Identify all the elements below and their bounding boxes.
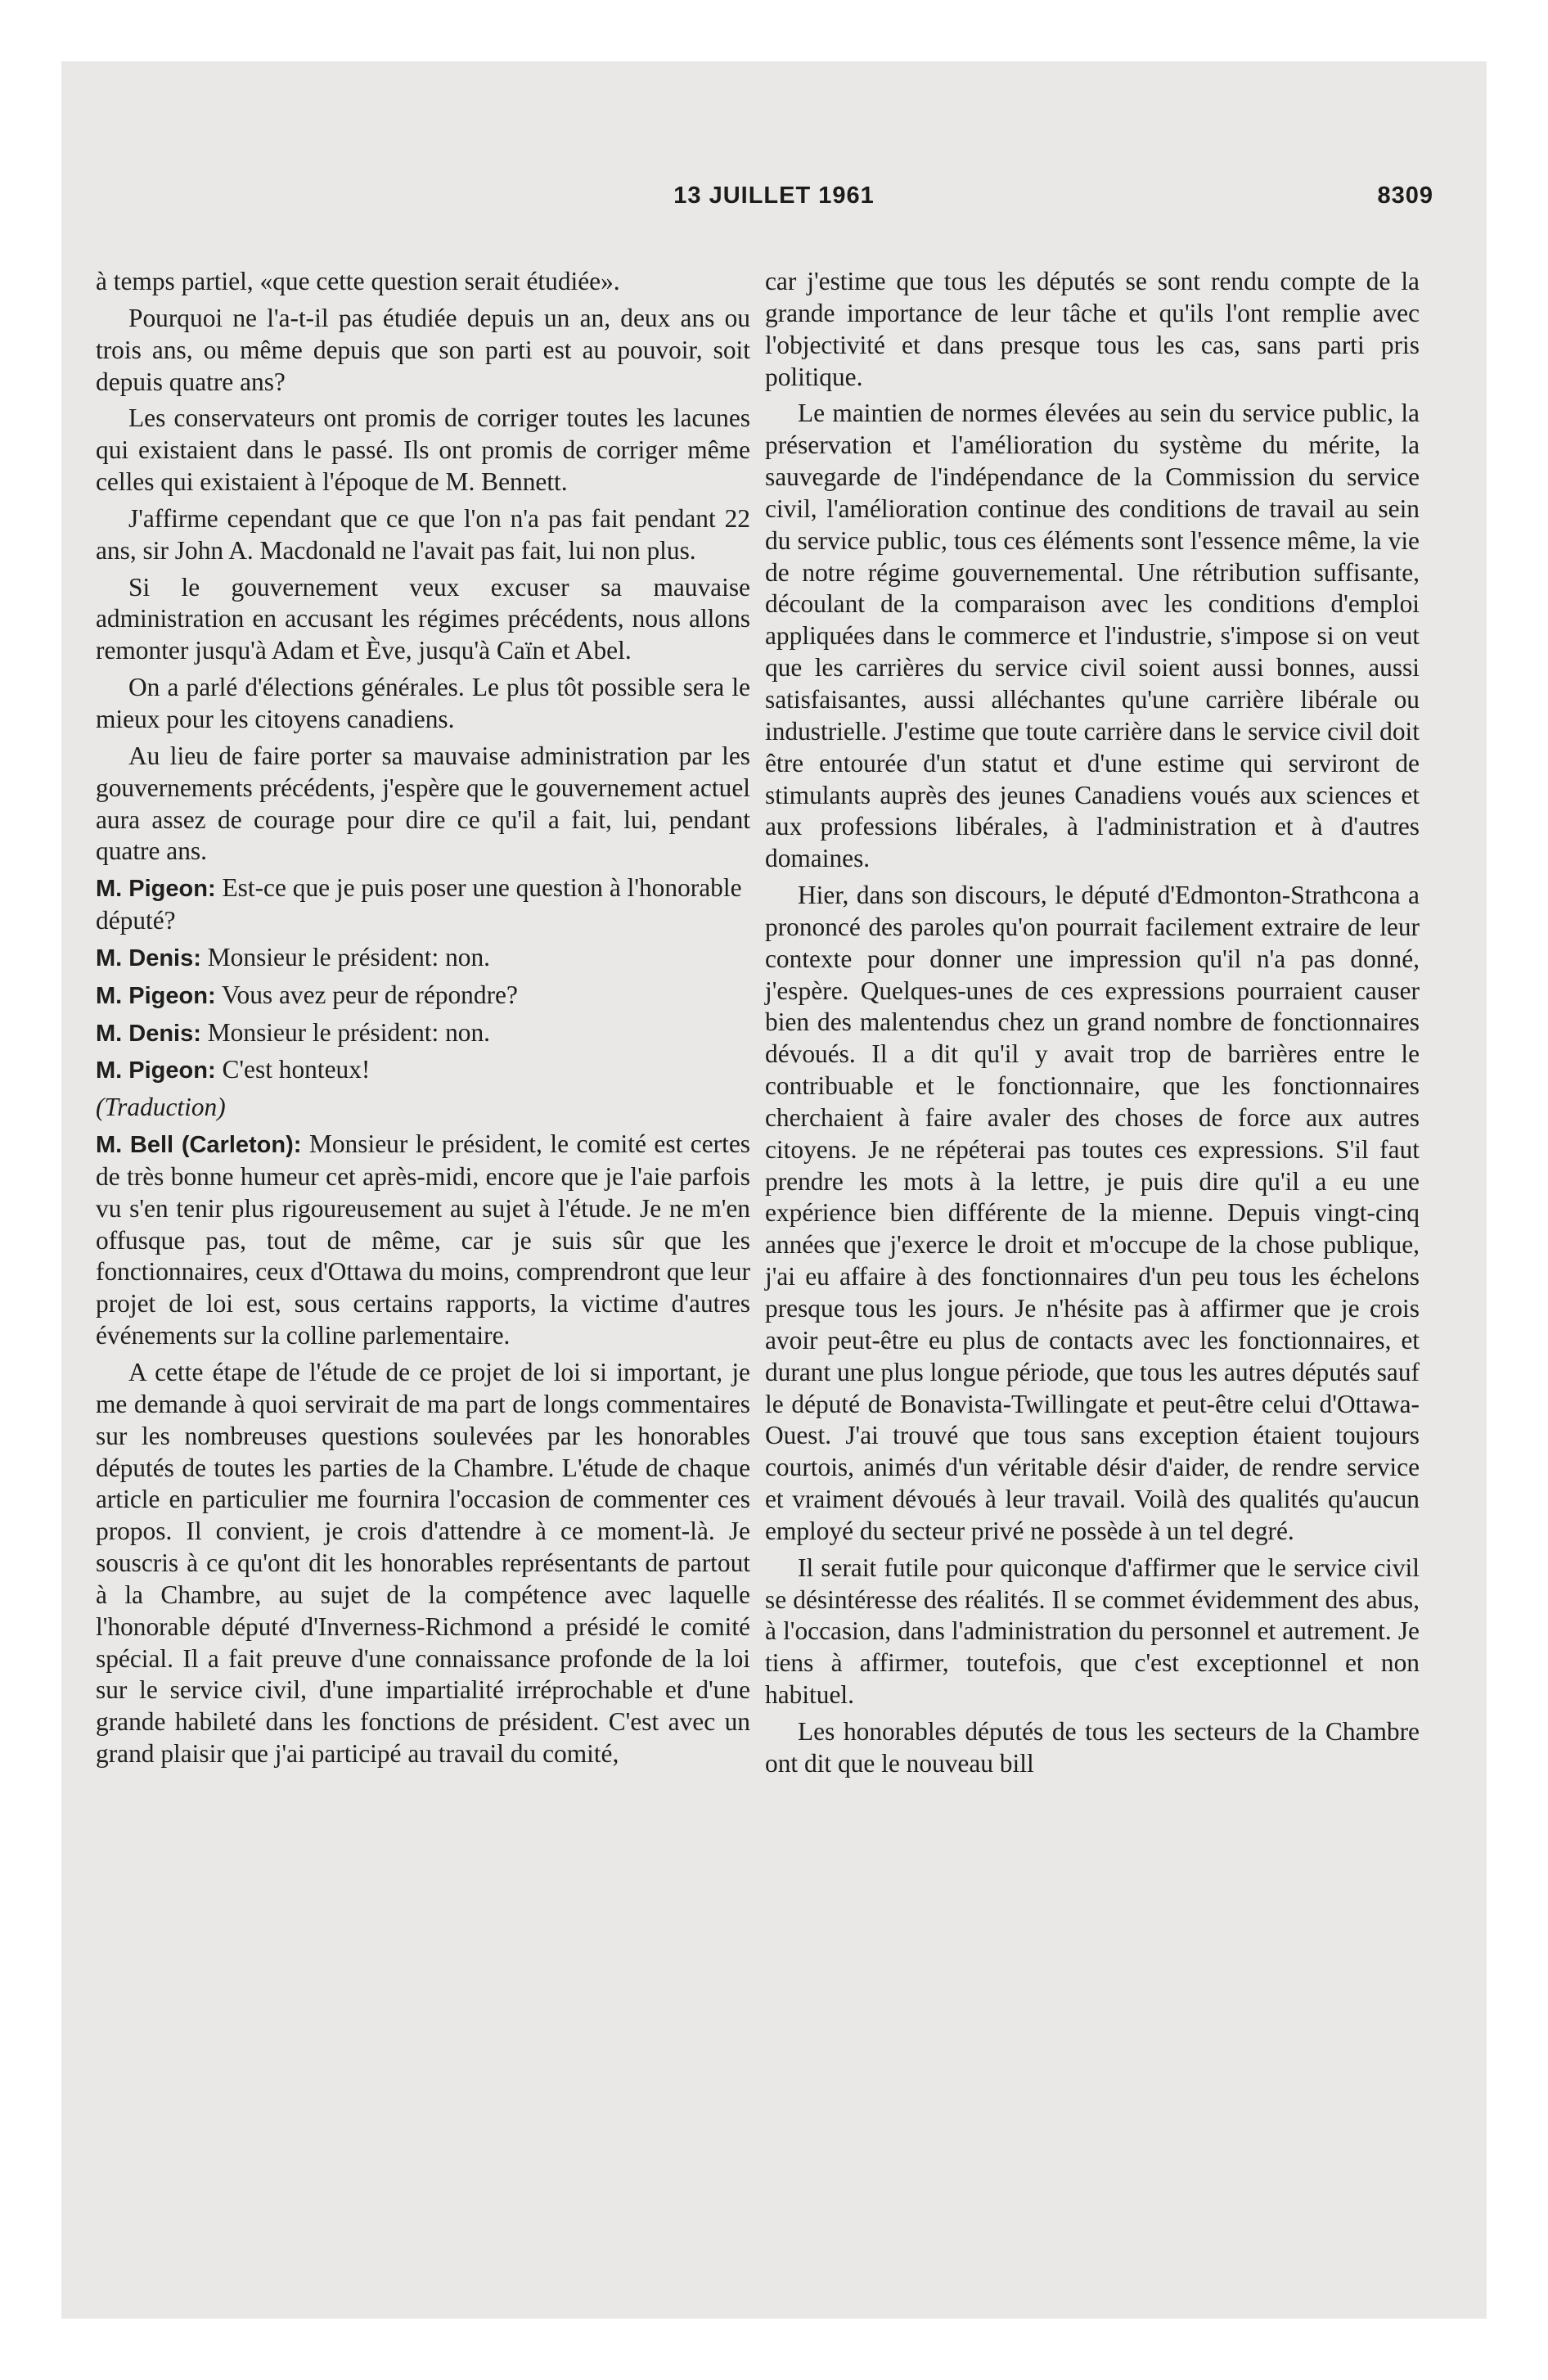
- page-sheet: [61, 61, 1487, 2319]
- speech-text: Est-ce que je puis poser une question à l'honorable député?: [96, 873, 742, 935]
- speech-line: [96, 942, 750, 975]
- speech-text: Monsieur le président, le comité est certes de très bonne humeur cet après-midi, encore que je l'aie parfois vu s'en tenir plus rigoureusement au sujet à l'étude. Je ne m'en offusque pas, tout de même, car je suis sûr que les fonctionnaires, ceux d'Ottawa du moins, comprendront que leur projet de loi est, sous certains rapports, la victime d'autres événements sur la colline parlementaire.: [96, 1129, 750, 1350]
- paragraph: Les honorables députés de tous les secteurs de la Chambre ont dit que le nouveau bill: [765, 1716, 1420, 1778]
- speaker-name: M. Pigeon:: [96, 876, 216, 903]
- page-number: 8309: [1377, 183, 1433, 209]
- speech-line: [96, 1054, 750, 1087]
- speaker-name: M. Denis:: [96, 1020, 201, 1047]
- speaker-name: M. Bell (Carleton):: [96, 1132, 302, 1159]
- translation-note: (Traduction): [96, 1093, 226, 1122]
- speech-line: [96, 1017, 750, 1050]
- speech-text: C'est honteux!: [222, 1055, 371, 1084]
- right-column: [765, 266, 1420, 1785]
- speech-line: [96, 980, 750, 1012]
- paragraph: Hier, dans son discours, le député d'Edmonton-Strathcona a prononcé des paroles qu'on pourrait facilement extraire de leur contexte pour donner une impression qu'il n'a pas donné, j'espère. Quelques-unes de ces expressions pourraient causer bien des malentendus chez un grand nombre de fonctionnaires dévoués. Il a dit qu'il y avait trop de barrières entre le contribuable et le fonctionnaire, que les fonctionnaires cherchaient à faire avaler des choses de force aux autres citoyens. Je ne répéterai pas toutes ces expressions. S'il faut prendre les mots à la lettre, je puis dire qu'il a eu une expérience bien différente de la mienne. Depuis vingt-cinq années que j'exerce le droit et m'occupe de la chose publique, j'ai eu affaire à des fonctionnaires d'un peu tous les échelons presque tous les jours. Je n'hésite pas à affirmer que je crois avoir peut-être eu plus de contacts avec les fonctionnaires, et durant une plus longue période, que tous les autres députés sauf le député de Bonavista-Twillingate et peut-être celui d'Ottawa-Ouest. J'ai trouvé que tous sans exception étaient toujours courtois, animés d'un véritable désir d'aider, de rendre service et vraiment dévoués à leur travail. Voilà des qualités qu'aucun employé du secteur privé ne possède à un tel degré.: [765, 881, 1420, 1545]
- paragraph: Pourquoi ne l'a-t-il pas étudiée depuis un an, deux ans ou trois ans, ou même depuis que son parti est au pouvoir, soit depuis quatre ans?: [96, 303, 750, 396]
- speaker-name: M. Denis:: [96, 944, 201, 971]
- speech-text: Monsieur le président: non.: [207, 942, 491, 971]
- header-date: 13 JUILLET 1961: [673, 183, 875, 209]
- left-column: [96, 266, 750, 1775]
- paragraph: A cette étape de l'étude de ce projet de loi si important, je me demande à quoi servirait de ma part de longs commentaires sur les nombreuses questions soulevées par les honorables députés de toutes les parties de la Chambre. L'étude de chaque article en particulier me fournira l'occasion de commenter ces propos. Il convient, je crois d'attendre à ce moment-là. Je souscris à ce qu'ont dit les honorables représentants de partout à la Chambre, au sujet de la compétence avec laquelle l'honorable député d'Inverness-Richmond a présidé le comité spécial. Il a fait preuve d'une connaissance profonde de la loi sur le service civil, d'une impartialité irréprochable et d'une grande habileté dans les fonctions de président. C'est avec un grand plaisir que j'ai participé au travail du comité,: [96, 1358, 750, 1769]
- speech-line: [96, 872, 750, 937]
- speaker-name: M. Pigeon:: [96, 1057, 216, 1084]
- speech-text: Monsieur le président: non.: [207, 1017, 491, 1047]
- paragraph: Les conservateurs ont promis de corriger toutes les lacunes qui existaient dans le passé. Ils ont promis de corriger même celles qui existaient à l'époque de M. Bennett.: [96, 403, 750, 497]
- paragraph: Au lieu de faire porter sa mauvaise administration par les gouvernements précédents, j'espère que le gouvernement actuel aura assez de courage pour dire ce qu'il a fait, lui, pendant quatre ans.: [96, 741, 750, 866]
- paragraph: On a parlé d'élections générales. Le plus tôt possible sera le mieux pour les citoyens canadiens.: [96, 673, 750, 733]
- paragraph: Il serait futile pour quiconque d'affirmer que le service civil se désintéresse des réalités. Il se commet évidemment des abus, à l'occasion, dans l'administration du personnel et autrement. Je tiens à affirmer, toutefois, que c'est exceptionnel et non habituel.: [765, 1553, 1420, 1710]
- paragraph: J'affirme cependant que ce que l'on n'a pas fait pendant 22 ans, sir John A. Macdonald ne l'avait pas fait, lui non plus.: [96, 503, 750, 565]
- paragraph: Si le gouvernement veux excuser sa mauvaise administration en accusant les régimes précédents, nous allons remonter jusqu'à Adam et Ève, jusqu'à Caïn et Abel.: [96, 572, 750, 665]
- paragraph: à temps partiel, «que cette question serait étudiée».: [96, 267, 620, 295]
- speech-text: Vous avez peur de répondre?: [221, 980, 518, 1009]
- page-header: [61, 176, 1487, 217]
- speaker-name: M. Pigeon:: [96, 982, 216, 1009]
- speech-line: [96, 1129, 750, 1352]
- paragraph: Le maintien de normes élevées au sein du service public, la préservation et l'amélioration du système du mérite, la sauvegarde de l'indépendance de la Commission du service civil, l'amélioration continue des conditions de travail au sein du service public, tous ces éléments sont l'essence même, la vie de notre régime gouvernemental. Une rétribution suffisante, découlant de la comparaison avec les conditions d'emploi appliquées dans le commerce et l'industrie, s'impose si on veut que les carrières du service civil soient aussi bonnes, aussi satisfaisantes, aussi alléchantes qu'une carrière libérale ou industrielle. J'estime que toute carrière dans le service civil doit être entourée d'un statut et d'une estime qui serviront de stimulants auprès des jeunes Canadiens voués aux sciences et aux professions libérales, à l'administration et à d'autres domaines.: [765, 399, 1420, 873]
- paragraph: car j'estime que tous les députés se sont rendu compte de la grande importance de leur tâche et qu'ils l'ont remplie avec l'objectivité et dans presque tous les cas, sans parti pris politique.: [765, 267, 1420, 391]
